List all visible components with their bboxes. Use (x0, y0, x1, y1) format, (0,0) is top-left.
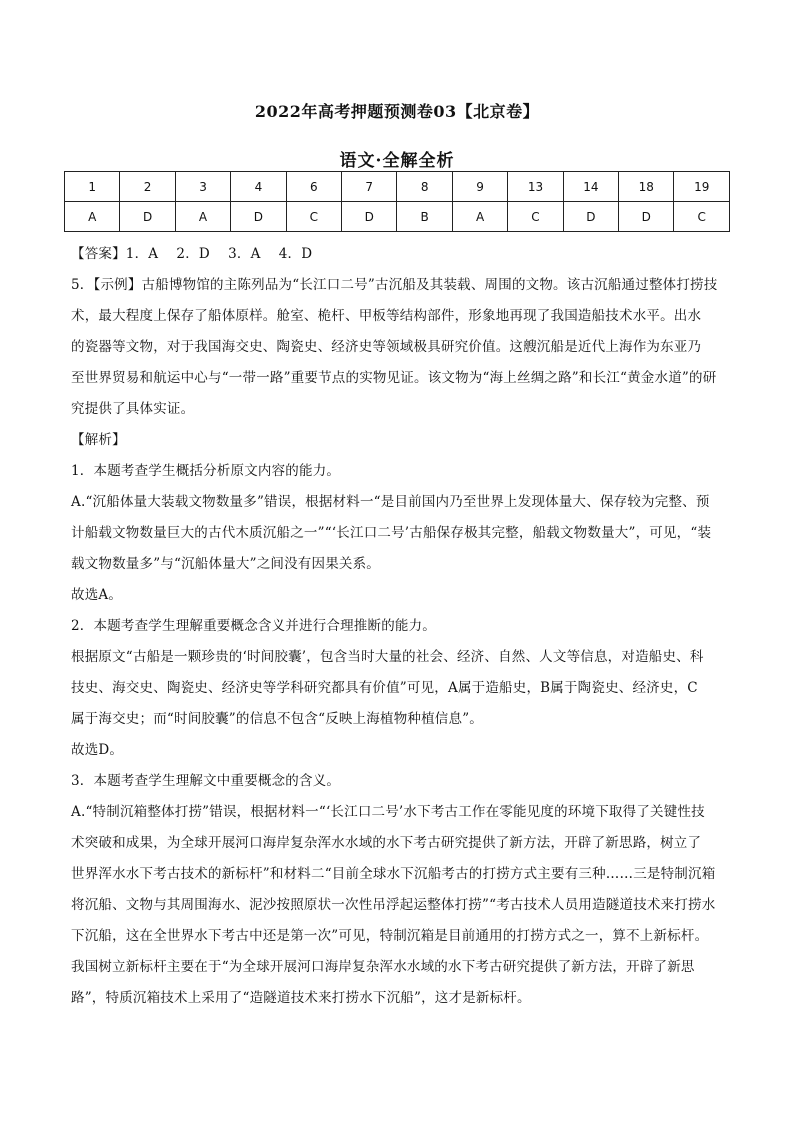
analysis-1-line: 载文物数量多”与“沉船体量大”之间没有因果关系。 (71, 556, 381, 572)
question-number-cell: 6 (286, 172, 341, 202)
analysis-1-line: A.“沉船体量大装载文物数量多”错误，根据材料一“是目前国内乃至世界上发现体量大、保存较为完整、预 (71, 494, 710, 510)
question-number-cell: 2 (120, 172, 175, 202)
analysis-1-line: 计船载文物数量巨大的古代木质沉船之一”“‘长江口二号’古船保存极其完整，船载文物数量大”，可见，“装 (71, 525, 712, 541)
answer-cell: C (674, 202, 730, 232)
answer-cell: D (342, 202, 397, 232)
analysis-2-line: 属于海交史；而“时间胶囊”的信息不包含“反映上海植物种植信息”。 (71, 711, 484, 727)
page-title: 2022年高考押题预测卷03【北京卷】 (254, 102, 540, 121)
question-number-row (65, 172, 730, 202)
question-number-cell: 8 (397, 172, 452, 202)
q5-sample-line: 的瓷器等文物，对于我国海交史、陶瓷史、经济史等领域极具研究价值。这艘沉船是近代上海作为东亚乃 (71, 339, 702, 355)
question-number-cell: 3 (175, 172, 230, 202)
q5-sample-line: 术，最大程度上保存了船体原样。舱室、桅杆、甲板等结构部件，形象地再现了我国造船技术水平。出水 (71, 308, 702, 324)
answer-explanation-body (71, 239, 726, 1014)
analysis-1-conclusion: 故选A。 (71, 587, 123, 603)
answer-cell: B (397, 202, 452, 232)
q5-sample-line: 至世界贸易和航运中心与“一带一路”重要节点的实物见证。该文物为“海上丝绸之路”和长江“黄金水道”的研 (71, 370, 717, 386)
question-number-cell: 14 (563, 172, 618, 202)
analysis-3-line: 世界浑水水下考古技术的新标杆”和材料二“目前全球水下沉船考古的打捞方式主要有三种……三是特制沉箱 (71, 866, 716, 882)
answer-cell: C (286, 202, 341, 232)
analysis-3-line: 将沉船、文物与其周围海水、泥沙按照原状一次性吊浮起运整体打捞”“考古技术人员用造隧道技术来打捞水 (71, 897, 716, 913)
answer-cell: C (508, 202, 563, 232)
question-number-cell: 7 (342, 172, 397, 202)
analysis-2-line: 技史、海交史、陶瓷史、经济史等学科研究都具有价值”可见，A属于造船史，B属于陶瓷史、经济史，C (71, 680, 698, 696)
analysis-3-line: 路”，特质沉箱技术上采用了“造隧道技术来打捞水下沉船”，这才是新标杆。 (71, 990, 531, 1006)
analysis-2-line: 根据原文“古船是一颗珍贵的‘时间胶囊’，包含当时大量的社会、经济、自然、人文等信息，对造船史、科 (71, 649, 704, 665)
question-number-cell: 19 (674, 172, 730, 202)
answer-cell: A (175, 202, 230, 232)
answer-row (65, 202, 730, 232)
analysis-3-line: 我国树立新标杆主要在于“为全球开展河口海岸复杂浑水水域的水下考古研究提供了新方法，开辟了新思 (71, 959, 695, 975)
analysis-1-intro: 1．本题考查学生概括分析原文内容的能力。 (71, 463, 341, 479)
answer-cell: A (452, 202, 507, 232)
page-subtitle: 语文·全解全析 (339, 151, 455, 171)
analysis-3-line: 下沉船，这在全世界水下考古中还是第一次”可见，特制沉箱是目前通用的打捞方式之一，算不上新标杆。 (71, 928, 709, 944)
answer-summary: 【答案】1．A 2．D 3．A 4．D (71, 246, 313, 262)
answer-table (64, 171, 730, 232)
answer-cell: D (231, 202, 286, 232)
answer-cell: D (619, 202, 674, 232)
answer-cell: A (65, 202, 120, 232)
analysis-3-intro: 3．本题考查学生理解文中重要概念的含义。 (71, 773, 341, 789)
q5-sample-line: 5．【示例】古船博物馆的主陈列品为“长江口二号”古沉船及其装载、周围的文物。该古沉船通过整体打捞技 (71, 277, 718, 293)
question-number-cell: 9 (452, 172, 507, 202)
q5-sample-line: 究提供了具体实证。 (71, 401, 195, 417)
question-number-cell: 4 (231, 172, 286, 202)
question-number-cell: 13 (508, 172, 563, 202)
question-number-cell: 18 (619, 172, 674, 202)
analysis-heading: 【解析】 (71, 432, 126, 448)
answer-cell: D (120, 202, 175, 232)
answer-cell: D (563, 202, 618, 232)
question-number-cell: 1 (65, 172, 120, 202)
analysis-3-line: A.“特制沉箱整体打捞”错误，根据材料一“‘长江口二号’水下考古工作在零能见度的环境下取得了关键性技 (71, 804, 705, 820)
analysis-3-line: 术突破和成果，为全球开展河口海岸复杂浑水水域的水下考古研究提供了新方法，开辟了新思路，树立了 (71, 835, 702, 851)
analysis-2-conclusion: 故选D。 (71, 742, 124, 758)
analysis-2-intro: 2．本题考查学生理解重要概念含义并进行合理推断的能力。 (71, 618, 436, 634)
